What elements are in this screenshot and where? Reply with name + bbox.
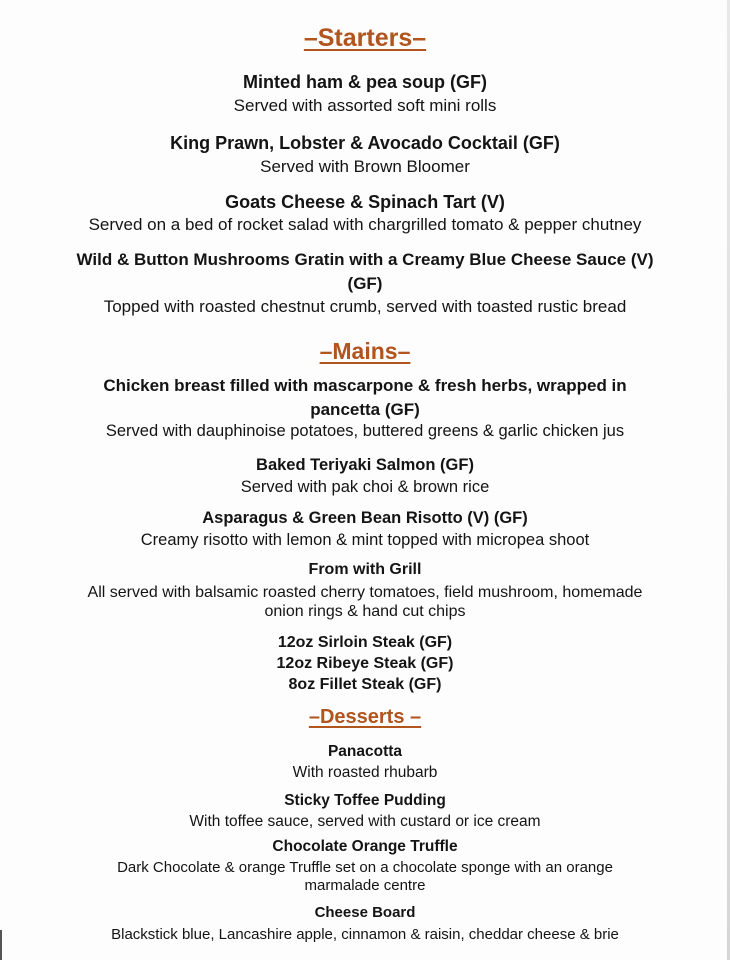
dish-description: Blackstick blue, Lancashire apple, cinnamon & raisin, cheddar cheese & brie xyxy=(111,926,619,943)
dish-name: From with Grill xyxy=(308,561,422,578)
steak-item: 12oz Ribeye Steak (GF) xyxy=(276,655,454,672)
dish-name: Chocolate Orange Truffle xyxy=(272,838,458,855)
section-heading-starters: –Starters– xyxy=(303,24,427,52)
dish-description-continued: marmalade centre xyxy=(304,877,426,894)
dish-name: Minted ham & pea soup (GF) xyxy=(242,72,487,92)
dish-description: Served with assorted soft mini rolls xyxy=(233,96,497,115)
dish-name: Goats Cheese & Spinach Tart (V) xyxy=(225,192,505,212)
paper-edge-mark xyxy=(0,930,2,960)
dish-description-continued: onion rings & hand cut chips xyxy=(264,603,466,620)
dish-name: Panacotta xyxy=(327,743,403,760)
section-heading-mains: –Mains– xyxy=(319,338,411,364)
dish-name: Sticky Toffee Pudding xyxy=(284,792,446,809)
steak-item: 8oz Fillet Steak (GF) xyxy=(288,676,442,693)
dish-name: Wild & Button Mushrooms Gratin with a Creamy Blue Cheese Sauce (V) xyxy=(76,250,654,269)
steak-item: 12oz Sirloin Steak (GF) xyxy=(277,634,453,651)
section-heading-desserts: –Desserts – xyxy=(308,706,422,728)
dish-description: Served on a bed of rocket salad with chargrilled tomato & pepper chutney xyxy=(88,215,642,234)
dish-description: With toffee sauce, served with custard or ice cream xyxy=(189,813,541,830)
dish-description: Served with dauphinoise potatoes, buttered greens & garlic chicken jus xyxy=(105,422,625,440)
dish-description: Dark Chocolate & orange Truffle set on a chocolate sponge with an orange xyxy=(117,859,613,876)
dish-description: Topped with roasted chestnut crumb, served with toasted rustic bread xyxy=(103,297,627,316)
dish-description: Served with Brown Bloomer xyxy=(260,157,470,176)
dish-description: Served with pak choi & brown rice xyxy=(240,478,490,496)
dish-name: Baked Teriyaki Salmon (GF) xyxy=(256,456,474,474)
dish-description: With roasted rhubarb xyxy=(292,764,438,781)
dish-name: Cheese Board xyxy=(314,904,416,921)
dish-name: Asparagus & Green Bean Risotto (V) (GF) xyxy=(202,509,528,527)
dish-name: King Prawn, Lobster & Avocado Cocktail (GF) xyxy=(170,133,560,153)
dish-description: All served with balsamic roasted cherry tomatoes, field mushroom, homemade xyxy=(87,584,643,601)
dish-name-continued: pancetta (GF) xyxy=(310,400,420,419)
dish-description: Creamy risotto with lemon & mint topped with micropea shoot xyxy=(140,531,590,549)
dish-name-continued: (GF) xyxy=(347,274,383,293)
dish-name: Chicken breast filled with mascarpone & fresh herbs, wrapped in xyxy=(103,376,627,395)
